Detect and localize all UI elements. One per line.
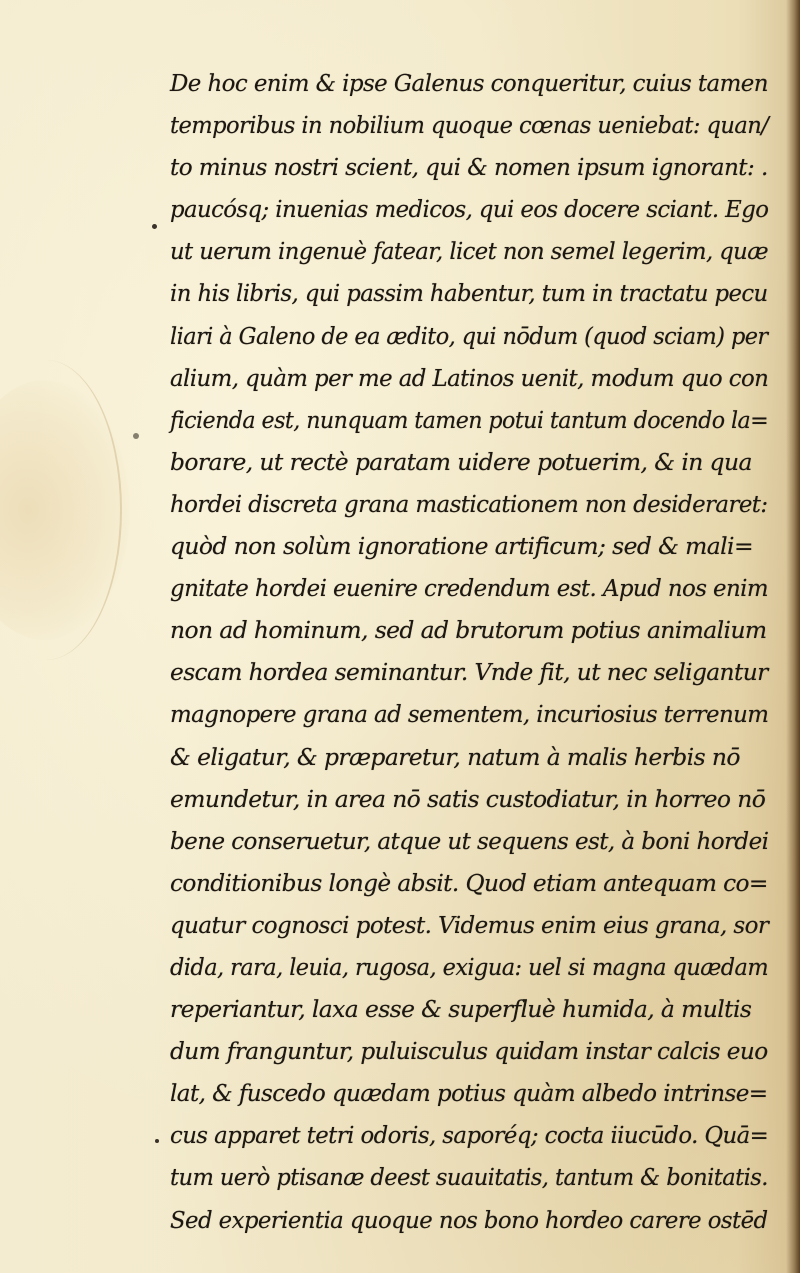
body-text [170, 62, 770, 1241]
text-line: & eligatur, & præparetur, natum à malis herbis nō [170, 742, 740, 771]
ink-speck [133, 433, 139, 439]
text-line: cus apparet tetri odoris, saporéq; cocta iiucūdo. Quā= [170, 1121, 769, 1150]
text-line: hordei discreta grana masticationem non desideraret: [170, 489, 768, 518]
water-stain-edge [0, 360, 122, 660]
ink-speck [152, 224, 157, 229]
text-line: conditionibus longè absit. Quod etiam antequam co= [170, 868, 768, 897]
text-line: magnopere grana ad sementem, incuriosius terrenum [170, 700, 769, 729]
page-binding-edge [786, 0, 800, 1273]
text-line: in his libris, qui passim habentur, tum in tractatu pecu [170, 279, 768, 308]
text-line: bene conseruetur, atque ut sequens est, à boni hordei [170, 826, 769, 855]
ink-speck [155, 1139, 159, 1143]
text-line: reperiantur, laxa esse & superfluè humida, à multis [170, 995, 752, 1024]
text-line: quòd non solùm ignoratione artificum; sed & mali= [170, 532, 753, 561]
text-line: ficienda est, nunquam tamen potui tantum docendo la= [170, 405, 769, 434]
text-line: non ad hominum, sed ad brutorum potius animalium [170, 616, 767, 645]
text-line: borare, ut rectè paratam uidere potuerim, & in qua [170, 447, 752, 476]
text-line: tum uerò ptisanæ deest suauitatis, tantum & bonitatis. [170, 1163, 768, 1192]
text-line: escam hordea seminantur. Vnde fit, ut nec seligantur [170, 658, 768, 687]
text-line: De hoc enim & ipse Galenus conqueritur, cuius tamen [170, 69, 768, 97]
text-line: gnitate hordei euenire credendum est. Apud nos enim [170, 574, 769, 603]
text-line: temporibus in nobilium quoque cœnas ueniebat: quan/ [170, 111, 769, 140]
text-line: lat, & fuscedo quædam potius quàm albedo intrinse= [170, 1079, 768, 1108]
text-line: Sed experientia quoque nos bono hordeo carere ostēd [170, 1205, 768, 1234]
text-line: alium, quàm per me ad Latinos uenit, modum quo con [170, 363, 769, 392]
text-line: paucósq; inuenias medicos, qui eos docere sciant. Ego [170, 195, 769, 224]
text-line: dida, rara, leuia, rugosa, exigua: uel si magna quædam [170, 952, 769, 981]
text-line: liari à Galeno de ea ædito, qui nōdum (quod sciam) per [170, 321, 768, 350]
text-line: emundetur, in area nō satis custodiatur, in horreo nō [170, 784, 766, 813]
text-line: dum franguntur, puluisculus quidam instar calcis euo [170, 1037, 768, 1066]
text-line: to minus nostri scient, qui & nomen ipsum ignorant: . [170, 153, 768, 182]
text-line: quatur cognosci potest. Videmus enim eius grana, sor [170, 910, 769, 939]
text-line: ut uerum ingenuè fatear, licet non semel legerim, quæ [170, 237, 768, 266]
